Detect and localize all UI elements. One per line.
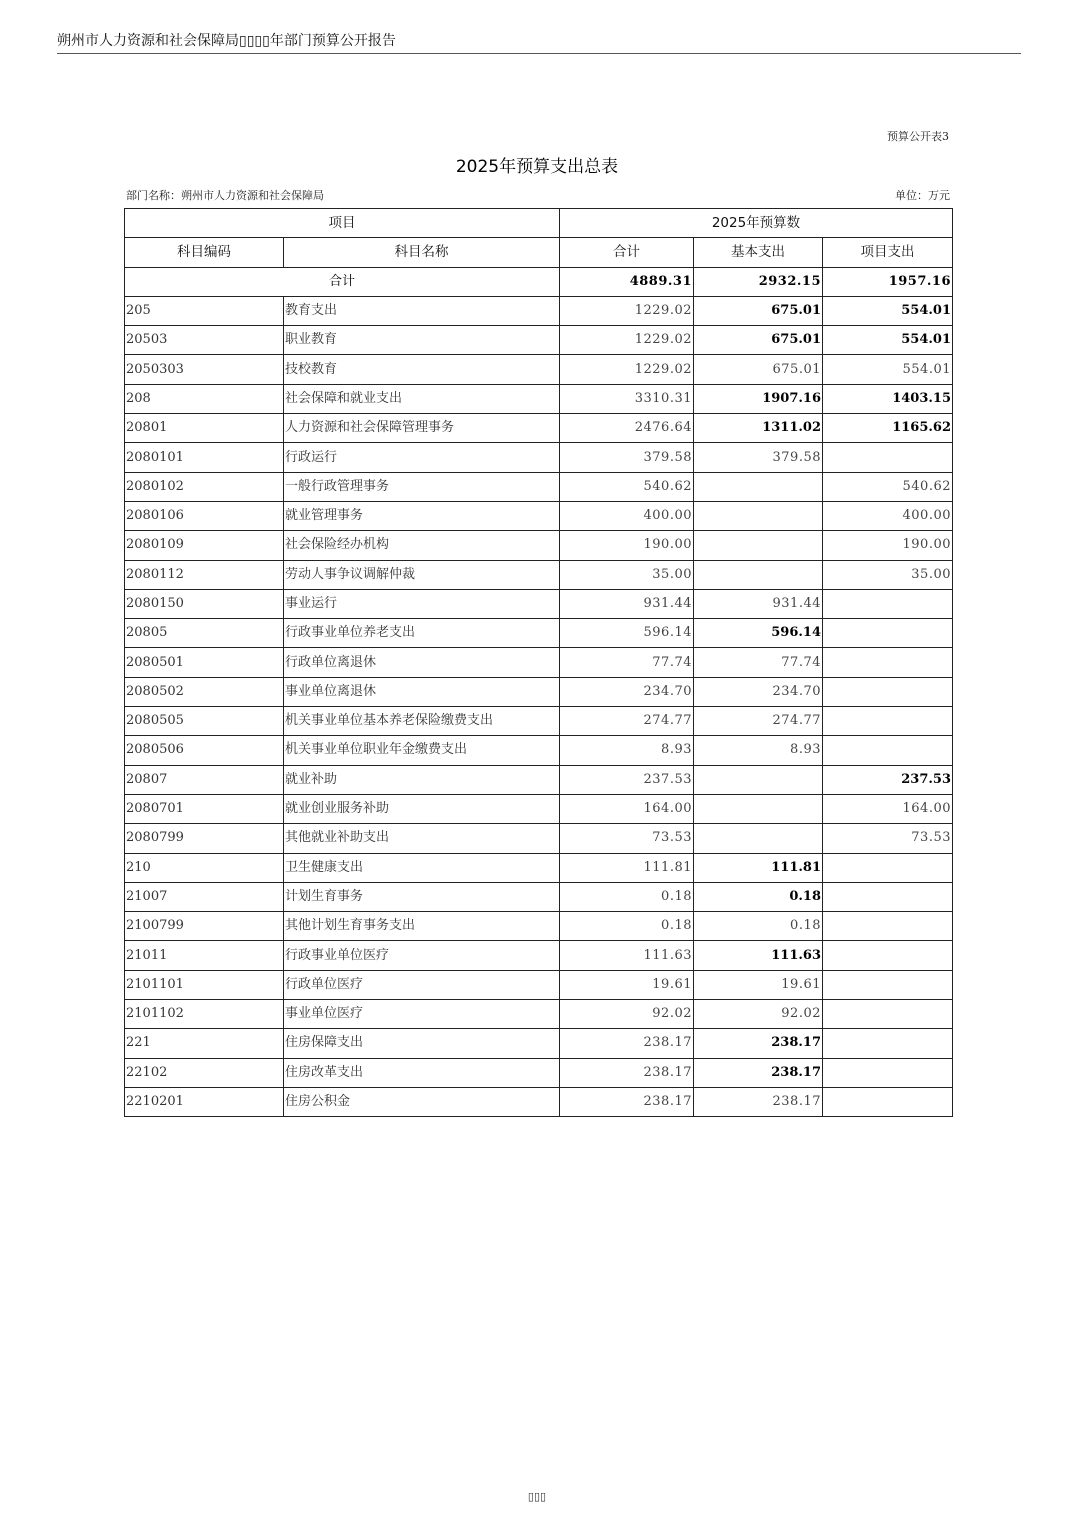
row-item: 164.00 <box>823 794 953 823</box>
row-item <box>823 912 953 941</box>
row-total: 238.17 <box>560 1087 694 1116</box>
row-total: 931.44 <box>560 589 694 618</box>
row-total: 540.62 <box>560 472 694 501</box>
row-name: 人力资源和社会保障管理事务 <box>284 414 560 443</box>
row-code: 205 <box>125 296 284 325</box>
row-item: 400.00 <box>823 501 953 530</box>
row-total: 379.58 <box>560 443 694 472</box>
row-item <box>823 970 953 999</box>
budget-table-body <box>125 267 953 1117</box>
row-total: 111.81 <box>560 853 694 882</box>
row-basic: 234.70 <box>694 677 823 706</box>
row-item: 1165.62 <box>823 414 953 443</box>
row-name: 机关事业单位基本养老保险缴费支出 <box>284 707 560 736</box>
header-item: 项目支出 <box>823 238 953 267</box>
total-basic: 2932.15 <box>694 267 823 296</box>
table-row <box>125 619 953 648</box>
row-item <box>823 1058 953 1087</box>
row-code: 21007 <box>125 882 284 911</box>
row-code: 2080112 <box>125 560 284 589</box>
table-row <box>125 414 953 443</box>
table-row <box>125 384 953 413</box>
table-row <box>125 824 953 853</box>
row-item <box>823 882 953 911</box>
table-row <box>125 1000 953 1029</box>
row-basic <box>694 531 823 560</box>
row-code: 2080501 <box>125 648 284 677</box>
row-code: 2080102 <box>125 472 284 501</box>
row-total: 400.00 <box>560 501 694 530</box>
total-sum: 4889.31 <box>560 267 694 296</box>
row-item: 554.01 <box>823 355 953 384</box>
row-total: 190.00 <box>560 531 694 560</box>
header-row-2 <box>125 238 953 267</box>
row-total: 19.61 <box>560 970 694 999</box>
row-name: 住房保障支出 <box>284 1029 560 1058</box>
row-total: 274.77 <box>560 707 694 736</box>
row-code: 2080150 <box>125 589 284 618</box>
row-basic: 931.44 <box>694 589 823 618</box>
row-item <box>823 589 953 618</box>
table-row <box>125 707 953 736</box>
row-item: 73.53 <box>823 824 953 853</box>
header-rule <box>57 53 1021 54</box>
total-item: 1957.16 <box>823 267 953 296</box>
row-basic: 238.17 <box>694 1029 823 1058</box>
row-basic: 596.14 <box>694 619 823 648</box>
row-code: 2080799 <box>125 824 284 853</box>
table-row <box>125 677 953 706</box>
table-row <box>125 589 953 618</box>
row-total: 1229.02 <box>560 355 694 384</box>
department-name: 部门名称：朔州市人力资源和社会保障局 <box>126 189 324 202</box>
row-item <box>823 1029 953 1058</box>
header-name: 科目名称 <box>284 238 560 267</box>
row-item: 35.00 <box>823 560 953 589</box>
row-total: 1229.02 <box>560 296 694 325</box>
row-total: 238.17 <box>560 1058 694 1087</box>
row-item: 237.53 <box>823 765 953 794</box>
row-name: 行政单位医疗 <box>284 970 560 999</box>
row-code: 2080701 <box>125 794 284 823</box>
row-item: 1403.15 <box>823 384 953 413</box>
row-code: 2080502 <box>125 677 284 706</box>
row-basic: 379.58 <box>694 443 823 472</box>
row-code: 22102 <box>125 1058 284 1087</box>
row-basic <box>694 794 823 823</box>
row-total: 0.18 <box>560 912 694 941</box>
row-total: 1229.02 <box>560 326 694 355</box>
row-basic: 274.77 <box>694 707 823 736</box>
row-name: 计划生育事务 <box>284 882 560 911</box>
table-row <box>125 326 953 355</box>
row-name: 住房公积金 <box>284 1087 560 1116</box>
row-total: 8.93 <box>560 736 694 765</box>
row-code: 20805 <box>125 619 284 648</box>
row-basic: 675.01 <box>694 355 823 384</box>
row-name: 行政运行 <box>284 443 560 472</box>
row-total: 2476.64 <box>560 414 694 443</box>
row-name: 行政事业单位医疗 <box>284 941 560 970</box>
table-row <box>125 736 953 765</box>
table-row <box>125 443 953 472</box>
row-total: 73.53 <box>560 824 694 853</box>
row-code: 2050303 <box>125 355 284 384</box>
table-row <box>125 853 953 882</box>
row-basic: 675.01 <box>694 326 823 355</box>
total-label: 合计 <box>125 267 560 296</box>
row-code: 2100799 <box>125 912 284 941</box>
header-row-1 <box>125 209 953 238</box>
row-basic: 111.63 <box>694 941 823 970</box>
row-item: 554.01 <box>823 326 953 355</box>
row-basic <box>694 560 823 589</box>
row-item <box>823 677 953 706</box>
row-name: 就业创业服务补助 <box>284 794 560 823</box>
row-name: 事业单位离退休 <box>284 677 560 706</box>
row-basic: 77.74 <box>694 648 823 677</box>
row-item: 554.01 <box>823 296 953 325</box>
row-item <box>823 736 953 765</box>
row-name: 住房改革支出 <box>284 1058 560 1087</box>
row-item <box>823 619 953 648</box>
row-name: 行政事业单位养老支出 <box>284 619 560 648</box>
table-row <box>125 765 953 794</box>
row-code: 20807 <box>125 765 284 794</box>
table-row <box>125 1058 953 1087</box>
row-code: 2080505 <box>125 707 284 736</box>
row-code: 208 <box>125 384 284 413</box>
table-row <box>125 941 953 970</box>
row-basic: 0.18 <box>694 882 823 911</box>
row-total: 164.00 <box>560 794 694 823</box>
row-code: 2101101 <box>125 970 284 999</box>
row-item <box>823 1000 953 1029</box>
row-code: 21011 <box>125 941 284 970</box>
table-row <box>125 296 953 325</box>
row-code: 20801 <box>125 414 284 443</box>
row-code: 2080106 <box>125 501 284 530</box>
row-item: 190.00 <box>823 531 953 560</box>
page-number: ▯▯▯ <box>527 1490 547 1503</box>
row-code: 210 <box>125 853 284 882</box>
row-item <box>823 648 953 677</box>
row-name: 职业教育 <box>284 326 560 355</box>
row-name: 劳动人事争议调解仲裁 <box>284 560 560 589</box>
row-basic: 8.93 <box>694 736 823 765</box>
row-total: 77.74 <box>560 648 694 677</box>
row-basic <box>694 824 823 853</box>
row-total: 3310.31 <box>560 384 694 413</box>
document-title: 2025年预算支出总表 <box>455 157 619 177</box>
row-code: 2210201 <box>125 1087 284 1116</box>
row-item <box>823 853 953 882</box>
table-row <box>125 970 953 999</box>
row-code: 221 <box>125 1029 284 1058</box>
row-name: 教育支出 <box>284 296 560 325</box>
row-item <box>823 1087 953 1116</box>
row-total: 238.17 <box>560 1029 694 1058</box>
header-code: 科目编码 <box>125 238 284 267</box>
table-row <box>125 648 953 677</box>
row-basic: 111.81 <box>694 853 823 882</box>
row-name: 就业管理事务 <box>284 501 560 530</box>
row-basic <box>694 472 823 501</box>
table-row <box>125 912 953 941</box>
table-row <box>125 882 953 911</box>
row-name: 社会保险经办机构 <box>284 531 560 560</box>
row-code: 2080101 <box>125 443 284 472</box>
row-name: 技校教育 <box>284 355 560 384</box>
header-budget-group: 2025年预算数 <box>560 209 953 238</box>
row-basic: 19.61 <box>694 970 823 999</box>
row-code: 2080109 <box>125 531 284 560</box>
row-code: 2101102 <box>125 1000 284 1029</box>
header-project: 项目 <box>125 209 560 238</box>
row-basic: 92.02 <box>694 1000 823 1029</box>
row-basic <box>694 501 823 530</box>
row-basic: 1907.16 <box>694 384 823 413</box>
row-name: 一般行政管理事务 <box>284 472 560 501</box>
total-row <box>125 267 953 296</box>
table-row <box>125 1087 953 1116</box>
row-total: 111.63 <box>560 941 694 970</box>
row-total: 92.02 <box>560 1000 694 1029</box>
row-basic <box>694 765 823 794</box>
budget-table <box>124 208 953 1117</box>
row-item <box>823 443 953 472</box>
header-total: 合计 <box>560 238 694 267</box>
row-basic: 1311.02 <box>694 414 823 443</box>
row-name: 卫生健康支出 <box>284 853 560 882</box>
table-row <box>125 794 953 823</box>
header-basic: 基本支出 <box>694 238 823 267</box>
table-row <box>125 560 953 589</box>
row-total: 0.18 <box>560 882 694 911</box>
row-code: 2080506 <box>125 736 284 765</box>
row-basic: 238.17 <box>694 1058 823 1087</box>
row-name: 事业单位医疗 <box>284 1000 560 1029</box>
row-total: 596.14 <box>560 619 694 648</box>
row-item <box>823 707 953 736</box>
row-name: 行政单位离退休 <box>284 648 560 677</box>
row-code: 20503 <box>125 326 284 355</box>
row-total: 35.00 <box>560 560 694 589</box>
table-number: 预算公开表3 <box>887 130 949 143</box>
row-name: 机关事业单位职业年金缴费支出 <box>284 736 560 765</box>
running-header: 朔州市人力资源和社会保障局▯▯▯▯年部门预算公开报告 <box>57 33 396 49</box>
row-basic: 0.18 <box>694 912 823 941</box>
row-total: 234.70 <box>560 677 694 706</box>
table-row <box>125 531 953 560</box>
table-row <box>125 355 953 384</box>
row-name: 就业补助 <box>284 765 560 794</box>
row-basic: 675.01 <box>694 296 823 325</box>
row-basic: 238.17 <box>694 1087 823 1116</box>
row-name: 社会保障和就业支出 <box>284 384 560 413</box>
row-name: 其他计划生育事务支出 <box>284 912 560 941</box>
table-row <box>125 472 953 501</box>
row-total: 237.53 <box>560 765 694 794</box>
row-item: 540.62 <box>823 472 953 501</box>
unit-label: 单位：万元 <box>895 189 950 202</box>
row-item <box>823 941 953 970</box>
row-name: 其他就业补助支出 <box>284 824 560 853</box>
table-row <box>125 1029 953 1058</box>
table-row <box>125 501 953 530</box>
row-name: 事业运行 <box>284 589 560 618</box>
